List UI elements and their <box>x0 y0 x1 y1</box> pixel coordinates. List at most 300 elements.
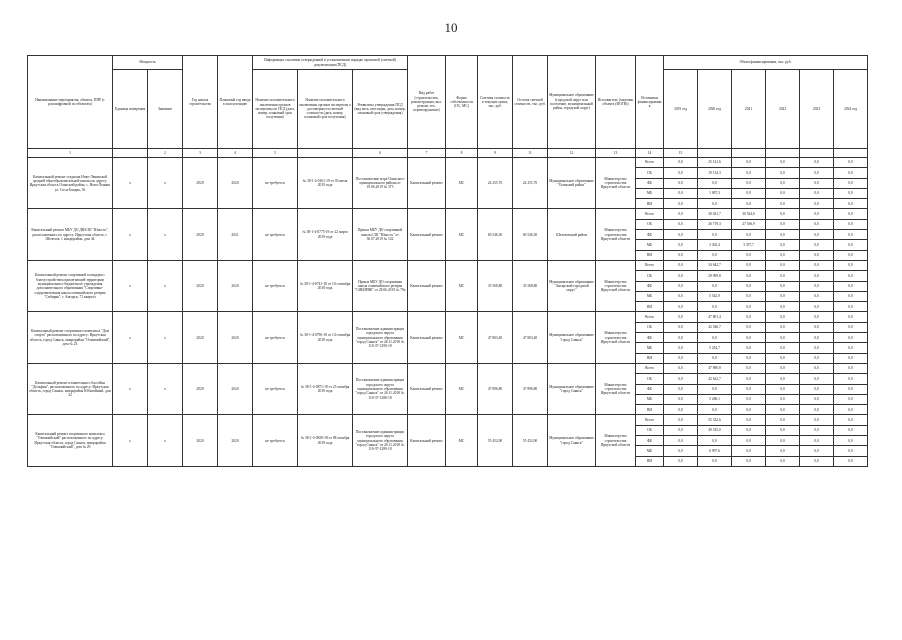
funding-value: 0,0 <box>698 230 732 240</box>
funding-value: 0,0 <box>834 425 868 435</box>
funding-value: 0,0 <box>834 302 868 312</box>
funding-value: 0,0 <box>766 250 800 260</box>
funding-value: 0,0 <box>732 291 766 301</box>
funding-value: 0,0 <box>766 219 800 229</box>
object-approval: Постановление администрации городского округа муниципального образования "город Саянск" от 26.11.2018 № 110-37-1290-18 <box>353 312 408 363</box>
object-reliability: № 38-1-4-0741-18 от 10 сентября 2018 года <box>298 260 353 311</box>
header-year: 2022 <box>766 70 800 149</box>
funding-value: 0,0 <box>800 281 834 291</box>
funding-value: 0,0 <box>766 199 800 209</box>
funding-value: 0,0 <box>834 343 868 353</box>
funding-value: 0,0 <box>664 394 698 404</box>
fin-source: ФБ <box>636 178 664 188</box>
object-reliability: № 38-1-4-0775-19 от 22 марта 2019 года <box>298 209 353 260</box>
funding-value: 0,0 <box>834 374 868 384</box>
column-number: 1 <box>28 149 113 158</box>
funding-value: 0,0 <box>732 456 766 466</box>
funding-value: 0,0 <box>664 240 698 250</box>
funding-value: 0,0 <box>732 302 766 312</box>
funding-value: 0,0 <box>664 219 698 229</box>
object-ownership: МС <box>446 415 478 466</box>
funding-value: 0,0 <box>834 209 868 219</box>
object-municipality: Муниципальное образование "город Саянск" <box>548 415 596 466</box>
funding-value: 0,0 <box>664 271 698 281</box>
object-estimated-cost: 60 546,30 <box>478 209 513 260</box>
funding-value: 0,0 <box>664 178 698 188</box>
column-number: 13 <box>596 149 636 158</box>
column-number: 7 <box>408 149 446 158</box>
header-psd-info: Информация о наличии утвержденной в установленном порядке проектной (сметной) документации (ПСД) <box>253 56 408 70</box>
header-value: Значение <box>148 70 183 149</box>
funding-value: 0,0 <box>664 168 698 178</box>
column-number: 11 <box>513 149 548 158</box>
funding-value: 0,0 <box>664 333 698 343</box>
funding-value: 0,0 <box>834 333 868 343</box>
header-year: 2019 год <box>664 70 698 149</box>
object-unit: х <box>113 209 148 260</box>
funding-value: 0,0 <box>698 302 732 312</box>
object-ownership: МС <box>446 209 478 260</box>
fin-source: Всего <box>636 363 664 373</box>
funding-value: 0,0 <box>664 425 698 435</box>
funding-value: 0,0 <box>834 281 868 291</box>
funding-value: 0,0 <box>698 199 732 209</box>
object-work-type: Капитальный ремонт <box>408 209 446 260</box>
funding-value: 0,0 <box>766 271 800 281</box>
funding-value: 0,0 <box>800 405 834 415</box>
funding-value: 0,0 <box>766 343 800 353</box>
funding-value: 0,0 <box>664 291 698 301</box>
object-expertise: не требуется <box>253 158 298 209</box>
funding-value: 3 357,7 <box>732 240 766 250</box>
funding-value: 0,0 <box>834 394 868 404</box>
fin-source: ВИ <box>636 199 664 209</box>
object-expertise: не требуется <box>253 415 298 466</box>
funding-value: 0,0 <box>698 456 732 466</box>
funding-value: 0,0 <box>766 312 800 322</box>
header-row-top <box>28 56 868 70</box>
funding-value: 0,0 <box>664 374 698 384</box>
funding-value: 0,0 <box>766 168 800 178</box>
funding-value: 0,0 <box>834 312 868 322</box>
funding-value: 0,0 <box>766 322 800 332</box>
funding-value: 0,0 <box>766 374 800 384</box>
funding-value: 0,0 <box>732 425 766 435</box>
object-expertise: не требуется <box>253 260 298 311</box>
funding-value: 0,0 <box>664 250 698 260</box>
header-year: 2024 год <box>834 70 868 149</box>
funding-value: 0,0 <box>732 178 766 188</box>
object-reliability: № 38-1-4-0829-18 от 08 октября 2018 года <box>298 415 353 466</box>
object-executor: Министерство строительства Иркутской области <box>596 363 636 414</box>
funding-value: 0,0 <box>664 188 698 198</box>
header-start-year: Год начала строительства <box>183 56 218 149</box>
object-remaining-cost: 47 803,40 <box>513 312 548 363</box>
funding-value: 0,0 <box>834 260 868 270</box>
funding-value: 29 099,8 <box>698 271 732 281</box>
funding-value: 0,0 <box>800 240 834 250</box>
object-municipality: Муниципальное образование "город Саянск" <box>548 312 596 363</box>
funding-value: 0,0 <box>732 405 766 415</box>
funding-value: 0,0 <box>766 240 800 250</box>
funding-value: 0,0 <box>732 168 766 178</box>
funding-value: 0,0 <box>834 158 868 168</box>
object-name: Капитальный ремонт плавательного бассейна "Дельфин", расположенного по адресу: Иркутская область, город Саянск, микрорайон Юбилейный, дом 32 <box>28 363 113 414</box>
funding-value: 0,0 <box>664 260 698 270</box>
funding-value: 27 166,9 <box>732 219 766 229</box>
funding-value: 0,0 <box>800 230 834 240</box>
header-unit: Единица измерения <box>113 70 148 149</box>
header-ownership: Форма собственности (ОС, МС) <box>446 56 478 149</box>
object-start-year: 2020 <box>183 415 218 466</box>
column-number: 5 <box>253 149 298 158</box>
funding-value: 0,0 <box>766 302 800 312</box>
header-expertise: Наличие положительного заключения органов экспертизы по ПСД (дата, номер, плановый срок получения) <box>253 70 298 149</box>
fin-source: ОБ <box>636 219 664 229</box>
funding-value: 0,0 <box>766 405 800 415</box>
funding-value: 30 524,6 <box>732 209 766 219</box>
column-number: 9 <box>478 149 513 158</box>
funding-value: 0,0 <box>766 158 800 168</box>
fin-source: МБ <box>636 291 664 301</box>
funding-value: 0,0 <box>800 333 834 343</box>
object-plan-year: 2020 <box>218 260 253 311</box>
funding-value: 0,0 <box>800 343 834 353</box>
header-estimated-cost: Сметная стоимость в текущих ценах, тыс. руб. <box>478 56 513 149</box>
header-remaining-cost: Остаток сметной стоимости, тыс. руб. <box>513 56 548 149</box>
funding-value: 0,0 <box>766 333 800 343</box>
funding-value: 0,0 <box>732 363 766 373</box>
object-unit: х <box>113 363 148 414</box>
funding-value: 0,0 <box>698 384 732 394</box>
funding-value: 42 546,7 <box>698 322 732 332</box>
object-estimated-cost: 55 452,00 <box>478 415 513 466</box>
funding-value: 0,0 <box>766 384 800 394</box>
funding-value: 0,0 <box>800 456 834 466</box>
object-ownership: МС <box>446 363 478 414</box>
funding-value: 0,0 <box>800 271 834 281</box>
column-number: 14 <box>636 149 664 158</box>
funding-value: 0,0 <box>664 405 698 415</box>
object-estimated-cost: 35 568,80 <box>478 260 513 311</box>
object-plan-year: 2021 <box>218 209 253 260</box>
object-approval: Приказ МБУ ДО спортивная школа олимпийского резерва "СИБИРЯК" от 28.06.2019 № 79а <box>353 260 408 311</box>
funding-value: 0,0 <box>834 178 868 188</box>
fin-source: Всего <box>636 415 664 425</box>
fin-source: ФБ <box>636 281 664 291</box>
object-ownership: МС <box>446 158 478 209</box>
object-executor: Министерство строительства Иркутской области <box>596 260 636 311</box>
funding-value: 0,0 <box>698 405 732 415</box>
object-unit: х <box>113 312 148 363</box>
column-number <box>113 149 148 158</box>
fin-source: МБ <box>636 446 664 456</box>
fin-source: ОБ <box>636 425 664 435</box>
header-name: Наименование мероприятия, объекта, ППР (с расшифровкой по объектам) <box>28 56 113 149</box>
object-remaining-cost: 60 546,30 <box>513 209 548 260</box>
funding-value: 0,0 <box>834 219 868 229</box>
funding-value: 0,0 <box>800 209 834 219</box>
funding-value: 0,0 <box>766 415 800 425</box>
funding-value: 30 021,7 <box>698 209 732 219</box>
funding-value: 0,0 <box>732 230 766 240</box>
funding-value: 0,0 <box>732 158 766 168</box>
fin-source: ВИ <box>636 302 664 312</box>
object-start-year: 2020 <box>183 158 218 209</box>
funding-value: 0,0 <box>800 425 834 435</box>
object-name: Капитальный ремонт стадиона Ново-Ленинской средней общеобразовательной школы по адресу: Иркутская область Осинский район, с. Ново-Ленино ул. Сосн-Базары, 56 <box>28 158 113 209</box>
object-expertise: не требуется <box>253 363 298 414</box>
header-executor: Исполнитель (заказчик объекта (ИОГВ)) <box>596 56 636 149</box>
object-unit: х <box>113 260 148 311</box>
funding-value: 0,0 <box>698 333 732 343</box>
funding-value: 0,0 <box>834 384 868 394</box>
funding-value: 0,0 <box>800 302 834 312</box>
funding-value: 0,0 <box>834 456 868 466</box>
funding-value: 0,0 <box>732 281 766 291</box>
object-unit: х <box>113 415 148 466</box>
header-municipality: Муниципальное образование (городской округ или поселение, муниципальный район, городской округ) <box>548 56 596 149</box>
funding-value: 0,0 <box>664 343 698 353</box>
fin-source: ОБ <box>636 374 664 384</box>
object-name: Капитальный ремонт спортивного комплекса "Олимпийский" расположенного по адресу: Иркутская область, город Саянск, микрорайон "Олимпийский", дом № 29 <box>28 415 113 466</box>
object-executor: Министерство строительства Иркутской области <box>596 209 636 260</box>
funding-value: 0,0 <box>800 291 834 301</box>
funding-value: 0,0 <box>732 250 766 260</box>
funding-value: 25 141,6 <box>698 158 732 168</box>
funding-value: 0,0 <box>732 394 766 404</box>
funding-value: 0,0 <box>834 353 868 363</box>
funding-value: 0,0 <box>732 374 766 384</box>
fin-source: ФБ <box>636 230 664 240</box>
funding-value: 0,0 <box>664 230 698 240</box>
object-expertise: не требуется <box>253 312 298 363</box>
object-remaining-cost: 55 452,00 <box>513 415 548 466</box>
funding-value: 0,0 <box>834 240 868 250</box>
funding-value: 0,0 <box>766 291 800 301</box>
object-municipality: Муниципальное образование "Ангарский городской округ" <box>548 260 596 311</box>
funding-value: 0,0 <box>766 230 800 240</box>
funding-value: 0,0 <box>800 436 834 446</box>
object-start-year: 2020 <box>183 312 218 363</box>
funding-value: 5 542,9 <box>698 291 732 301</box>
funding-value: 0,0 <box>800 353 834 363</box>
object-start-year: 2020 <box>183 260 218 311</box>
funding-value: 0,0 <box>766 394 800 404</box>
investment-objects-table <box>27 55 868 467</box>
funding-value: 0,0 <box>732 436 766 446</box>
funding-value: 0,0 <box>664 363 698 373</box>
funding-value: 0,0 <box>800 158 834 168</box>
table-row <box>28 158 868 168</box>
object-plan-year: 2020 <box>218 363 253 414</box>
object-value: х <box>148 312 183 363</box>
funding-value: 0,0 <box>800 219 834 229</box>
fin-source: ВИ <box>636 250 664 260</box>
funding-value: 0,0 <box>664 312 698 322</box>
funding-value: 0,0 <box>834 291 868 301</box>
column-number: 6 <box>353 149 408 158</box>
funding-value: 0,0 <box>800 363 834 373</box>
funding-value: 0,0 <box>800 168 834 178</box>
funding-value: 0,0 <box>664 209 698 219</box>
funding-value: 0,0 <box>664 302 698 312</box>
funding-value: 0,0 <box>800 199 834 209</box>
funding-value: 5 254,7 <box>698 343 732 353</box>
header-capacity: Мощность <box>113 56 183 70</box>
funding-value: 0,0 <box>664 322 698 332</box>
object-name: Капитальный ремонт спортивного комплекса "Дом спорта" расположенного по адресу: Иркутская область, город Саянск, микрорайон "Олимпийский", дом № 23 <box>28 312 113 363</box>
funding-value: 0,0 <box>698 281 732 291</box>
table-row <box>28 415 868 425</box>
funding-value: 1 007,3 <box>698 188 732 198</box>
funding-value: 0,0 <box>834 168 868 178</box>
funding-value: 0,0 <box>732 415 766 425</box>
object-work-type: Капитальный ремонт <box>408 312 446 363</box>
funding-value: 0,0 <box>698 178 732 188</box>
header-reliability: Наличие положительного заключения органов экспертизы о достоверности сметной стоимости (дата, номер, плановый срок получения) <box>298 70 353 149</box>
funding-value: 0,0 <box>732 384 766 394</box>
fin-source: ВИ <box>636 353 664 363</box>
funding-value: 0,0 <box>766 188 800 198</box>
object-work-type: Капитальный ремонт <box>408 260 446 311</box>
fin-source: ФБ <box>636 333 664 343</box>
page-number: 10 <box>444 20 458 35</box>
funding-value: 0,0 <box>698 436 732 446</box>
object-plan-year: 2020 <box>218 415 253 466</box>
funding-value: 0,0 <box>664 436 698 446</box>
object-reliability: № 38-1-4-0796-18 от 14 сентября 2018 года <box>298 312 353 363</box>
funding-value: 0,0 <box>766 353 800 363</box>
fin-source: Всего <box>636 158 664 168</box>
funding-value: 0,0 <box>834 322 868 332</box>
object-remaining-cost: 47 896,80 <box>513 363 548 414</box>
funding-value: 42 622,7 <box>698 374 732 384</box>
column-number <box>732 149 766 158</box>
fin-source: Всего <box>636 209 664 219</box>
funding-value: 0,0 <box>834 230 868 240</box>
funding-value: 0,0 <box>664 353 698 363</box>
funding-value: 0,0 <box>800 394 834 404</box>
column-number: 15 <box>664 149 698 158</box>
funding-value: 0,0 <box>698 250 732 260</box>
fin-source: МБ <box>636 240 664 250</box>
funding-value: 0,0 <box>664 281 698 291</box>
funding-value: 19 134,3 <box>698 168 732 178</box>
object-value: х <box>148 415 183 466</box>
funding-value: 0,0 <box>800 178 834 188</box>
column-number: 2 <box>148 149 183 158</box>
funding-value: 0,0 <box>766 436 800 446</box>
object-plan-year: 2020 <box>218 312 253 363</box>
fin-source: ФБ <box>636 384 664 394</box>
funding-value: 0,0 <box>766 260 800 270</box>
object-reliability: № 38-1-4-0161-19 от 03 июля 2019 года <box>298 158 353 209</box>
fin-source: МБ <box>636 343 664 353</box>
funding-value: 0,0 <box>800 374 834 384</box>
column-number: 3 <box>183 149 218 158</box>
funding-value: 0,0 <box>766 363 800 373</box>
funding-value: 5 268,1 <box>698 394 732 404</box>
header-approval: Реквизиты утверждения ПСД (вид акта, кем издан, дата, номер, плановый срок утверждения) <box>353 70 408 149</box>
fin-source: Всего <box>636 312 664 322</box>
funding-value: 0,0 <box>766 425 800 435</box>
funding-value: 0,0 <box>834 199 868 209</box>
funding-value: 0,0 <box>766 178 800 188</box>
header-plan-year: Плановый год ввода в эксплуатацию <box>218 56 253 149</box>
object-plan-year: 2020 <box>218 158 253 209</box>
fin-source: ФБ <box>636 436 664 446</box>
object-approval: Постановление администрации городского округа муниципального образования "город Саянск" от 26.11.2018 № 110-37-1288-18 <box>353 363 408 414</box>
funding-value: 0,0 <box>834 250 868 260</box>
funding-value: 0,0 <box>834 436 868 446</box>
fin-source: МБ <box>636 188 664 198</box>
fin-source: МБ <box>636 394 664 404</box>
funding-value: 0,0 <box>664 415 698 425</box>
funding-value: 0,0 <box>800 250 834 260</box>
funding-value: 0,0 <box>766 456 800 466</box>
column-number: 12 <box>548 149 596 158</box>
funding-value: 55 332,6 <box>698 415 732 425</box>
funding-value: 0,0 <box>800 322 834 332</box>
object-approval: Приказ МБУ ДО спортивной школы СШ "Юность" от 30.07.2019 № 142 <box>353 209 408 260</box>
funding-value: 0,0 <box>800 446 834 456</box>
object-municipality: Муниципальное образование "Осинский район" <box>548 158 596 209</box>
funding-value: 0,0 <box>800 312 834 322</box>
header-year: 2021 <box>732 70 766 149</box>
object-reliability: № 38-1-4-0871-18 от 25 октября 2018 года <box>298 363 353 414</box>
funding-value: 34 642,7 <box>698 260 732 270</box>
object-start-year: 2020 <box>183 363 218 414</box>
object-ownership: МС <box>446 312 478 363</box>
funding-value: 0,0 <box>698 353 732 363</box>
object-remaining-cost: 35 568,80 <box>513 260 548 311</box>
column-number <box>800 149 834 158</box>
column-number: 4 <box>218 149 253 158</box>
object-estimated-cost: 47 896,80 <box>478 363 513 414</box>
funding-value: 0,0 <box>800 188 834 198</box>
funding-value: 47 890,8 <box>698 363 732 373</box>
funding-value: 6 997,6 <box>698 446 732 456</box>
funding-value: 0,0 <box>834 363 868 373</box>
object-approval: Постановление администрации городского округа муниципального образования "город Саянск" от 26.11.2018 № 110-37-1289-18 <box>353 415 408 466</box>
funding-value: 0,0 <box>766 446 800 456</box>
fin-source: ВИ <box>636 456 664 466</box>
object-start-year: 2020 <box>183 209 218 260</box>
funding-value: 0,0 <box>732 353 766 363</box>
column-number: 8 <box>446 149 478 158</box>
funding-value: 0,0 <box>732 333 766 343</box>
object-value: х <box>148 158 183 209</box>
funding-value: 0,0 <box>732 199 766 209</box>
object-municipality: Шелеховский район <box>548 209 596 260</box>
fin-source: ОБ <box>636 271 664 281</box>
funding-value: 0,0 <box>732 343 766 353</box>
funding-value: 0,0 <box>732 271 766 281</box>
object-value: х <box>148 363 183 414</box>
funding-value: 47 801,4 <box>698 312 732 322</box>
funding-value: 0,0 <box>732 312 766 322</box>
object-work-type: Капитальный ремонт <box>408 363 446 414</box>
object-remaining-cost: 24 255,70 <box>513 158 548 209</box>
column-number <box>698 149 732 158</box>
funding-value: 0,0 <box>664 199 698 209</box>
object-executor: Министерство строительства Иркутской области <box>596 158 636 209</box>
object-unit: х <box>113 158 148 209</box>
header-fin-source: Источники финансирования <box>636 56 664 149</box>
fin-source: ОБ <box>636 168 664 178</box>
funding-value: 0,0 <box>732 322 766 332</box>
